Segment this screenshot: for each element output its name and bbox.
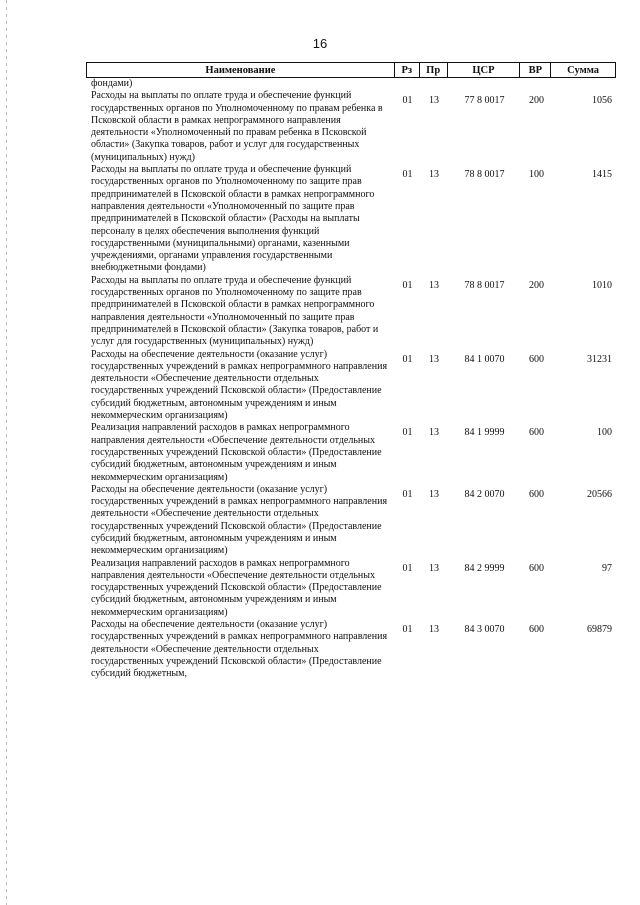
row-name: Расходы на обеспечение деятельности (оказание услуг) государственных учреждений в рамках непрограммного направления деятельности «Обеспечение деятельности отдельных государственных учреждений Псковской области» (Предоставление субсидий бюджетным, автономным учреждениям и иным некоммерческим организациям) [91,348,388,422]
budget-table [86,62,616,681]
row-csr: 78 8 0017 [464,279,505,291]
table-row [86,90,616,164]
scan-edge [6,0,7,905]
header-vr: ВР [520,63,551,77]
table-row [86,619,616,680]
row-csr: 84 3 0070 [464,624,505,636]
row-rz: 01 [402,95,413,107]
table-row [86,164,616,275]
row-pr: 13 [429,562,439,574]
row-rz: 01 [402,562,413,574]
row-vr: 100 [529,169,544,181]
table-row [86,275,616,349]
row-name: Расходы на выплаты по оплате труда и обеспечение функций государственных органов по Уполномоченному по защите прав предпринимателей в Псковской области в рамках непрограммного направления деятельности «Уполномоченный по защите прав предпринимателей в Псковской области» (Расходы на выплаты персоналу в целях обеспечения выполнения функций государственными (муниципальными) органами, казенными учреждениями, органами управления государственными внебюджетными фондами) [91,164,375,274]
row-name: Реализация направлений расходов в рамках непрограммного направления деятельности «Обеспечение деятельности отдельных государственных учреждений Псковской области» (Предоставление субсидий бюджетным, автономным учреждениям и иным некоммерческим организациям) [91,422,382,483]
row-pr: 13 [429,488,439,500]
table-header [86,62,616,78]
row-sum: 31231 [587,353,612,365]
row-rz: 01 [402,279,413,291]
page-number: 16 [312,36,328,51]
row-sum: 97 [602,562,612,574]
row-pr: 13 [429,427,439,439]
row-csr: 84 2 9999 [464,562,505,574]
row-name: Реализация направлений расходов в рамках непрограммного направления деятельности «Обеспечение деятельности отдельных государственных учреждений Псковской области» (Предоставление субсидий бюджетным, автономным учреждениям и иным некоммерческим организациям) [91,557,382,618]
row-pr: 13 [429,624,439,636]
table-row [86,422,616,483]
row-sum: 100 [597,427,612,439]
row-sum: 1010 [592,279,612,291]
row-rz: 01 [402,624,413,636]
row-pr: 13 [429,169,439,181]
row-rz: 01 [402,169,413,181]
table-row [86,484,616,558]
header-pr: Пр [420,63,448,77]
table-row [86,349,616,423]
row-vr: 600 [529,488,544,500]
row-name: Расходы на обеспечение деятельности (оказание услуг) государственных учреждений в рамках непрограммного направления деятельности «Обеспечение деятельности отдельных государственных учреждений Псковской области» (Предоставление субсидий бюджетным, [91,619,388,680]
row-csr: 78 8 0017 [464,169,505,181]
row-pr: 13 [429,95,439,107]
row-pr: 13 [429,279,439,291]
row-vr: 200 [529,95,544,107]
header-sum: Сумма [567,65,600,76]
row-pr: 13 [429,353,439,365]
row-vr: 600 [529,427,544,439]
continuation-text: фондами) [91,78,133,89]
row-sum: 20566 [587,488,612,500]
row-name: Расходы на выплаты по оплате труда и обеспечение функций государственных органов по Уполномоченному по защите прав предпринимателей в Псковской области в рамках непрограммного направления деятельности «Уполномоченный по защите прав предпринимателей в Псковской области» (Закупка товаров, работ и услуг для государственных (муниципальных) нужд) [91,274,379,348]
table-row [86,558,616,619]
continuation-row [86,78,616,90]
row-sum: 1415 [592,169,612,181]
row-sum: 1056 [592,95,612,107]
row-vr: 600 [529,562,544,574]
header-rz: Рз [395,63,420,77]
row-vr: 600 [529,353,544,365]
row-sum: 69879 [587,624,612,636]
row-rz: 01 [402,353,413,365]
row-csr: 84 1 9999 [464,427,505,439]
row-name: Расходы на обеспечение деятельности (оказание услуг) государственных учреждений в рамках непрограммного направления деятельности «Обеспечение деятельности отдельных государственных учреждений Псковской области» (Предоставление субсидий бюджетным, автономным учреждениям и иным некоммерческим организациям) [91,483,388,557]
row-vr: 600 [529,624,544,636]
header-csr: ЦСР [448,63,521,77]
row-rz: 01 [402,427,413,439]
table-body [86,90,616,680]
header-name: Наименование [87,63,395,77]
row-csr: 84 1 0070 [464,353,505,365]
row-name: Расходы на выплаты по оплате труда и обеспечение функций государственных органов по Уполномоченному по правам ребенка в Псковской области в рамках непрограммного направления деятельности «Уполномоченный по правам ребенка в Псковской области» (Закупка товаров, работ и услуг для государственных (муниципальных) нужд) [91,90,383,163]
row-csr: 77 8 0017 [464,95,505,107]
row-csr: 84 2 0070 [464,488,505,500]
row-rz: 01 [402,488,413,500]
row-vr: 200 [529,279,544,291]
